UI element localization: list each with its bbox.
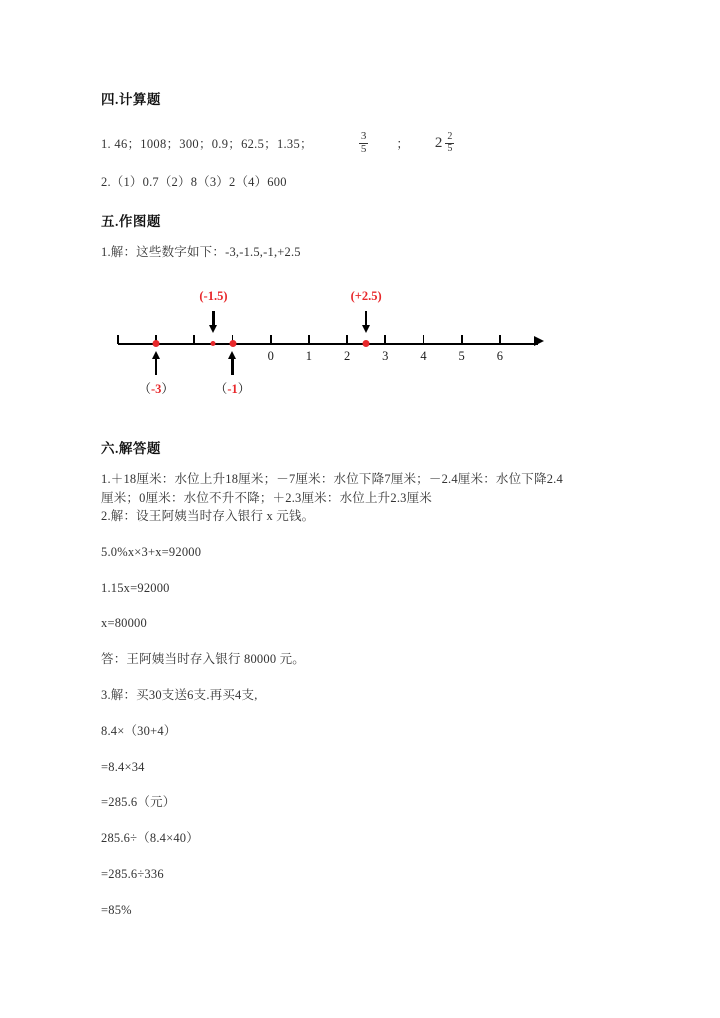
section6-answer-line: 答：王阿姨当时存入银行 80000 元。: [101, 652, 306, 666]
section-heading-6: 六.解答题: [101, 441, 161, 456]
point-value: -1: [227, 382, 238, 396]
fraction-denominator: 5: [360, 142, 367, 155]
answer1-separator: ；: [396, 137, 409, 152]
number-line-point: [153, 340, 160, 347]
number-line-point: [211, 341, 216, 346]
axis-tick: [384, 335, 386, 344]
axis-tick: [423, 335, 425, 344]
fraction-three-fifths: [359, 131, 369, 155]
number-line-point: [363, 340, 370, 347]
section6-answer-line: 5.0%x×3+x=92000: [101, 545, 202, 559]
axis-arrow-icon: [534, 336, 544, 346]
section6-answer-line: =85%: [101, 903, 132, 917]
point-bottom-label: [215, 379, 250, 397]
mixed-whole-part: 2: [434, 134, 443, 151]
fraction-numerator: 3: [360, 130, 367, 142]
mixed-numerator: 2: [447, 131, 453, 143]
mixed-number-two-and-two-fifths: [435, 132, 457, 154]
axis-tick-label: 6: [496, 349, 503, 363]
section5-answer-1: 1.解：这些数字如下：-3,-1.5,-1,+2.5: [101, 245, 301, 259]
section6-answer-line: 3.解：买30支送6支.再买4支,: [101, 688, 258, 702]
section6-answer-line: x=80000: [101, 616, 147, 630]
paren-open: （: [138, 382, 151, 396]
point-value: -3: [150, 382, 162, 396]
section6-answer-line: 1.15x=92000: [101, 581, 170, 595]
axis-tick: [270, 335, 272, 344]
section-heading-5: 五.作图题: [101, 214, 161, 229]
section6-answer-line: =285.6÷336: [101, 867, 164, 881]
axis-tick-label: 3: [382, 349, 389, 363]
point-callout-label: (-1.5): [199, 289, 228, 303]
section6-answer-1: 1.＋18厘米：水位上升18厘米；－7厘米：水位下降7厘米；－2.4厘米：水位下降2.4厘米；0厘米：水位不升不降；＋2.3厘米：水位上升2.3厘米: [101, 472, 563, 505]
axis-tick-label: 0: [267, 349, 274, 363]
axis-tick: [193, 335, 195, 344]
section6-answer-line: 8.4×（30+4）: [101, 724, 177, 738]
point-callout-label: (+2.5): [350, 289, 382, 303]
axis-tick: [499, 335, 501, 344]
number-line-axis: [118, 343, 538, 345]
axis-tick-label: 5: [458, 349, 465, 363]
number-line-point: [229, 340, 236, 347]
section4-answer-2: 2.（1）0.7（2）8（3）2（4）600: [101, 175, 287, 189]
section6-answer-line: 285.6÷（8.4×40）: [101, 831, 199, 845]
point-bottom-label: [138, 379, 173, 397]
mixed-denominator: 5: [447, 142, 453, 154]
mixed-fraction: [445, 132, 454, 154]
section6-answer-line: 2.解：设王阿姨当时存入银行 x 元钱。: [101, 509, 315, 523]
section6-answer-line: =285.6（元）: [101, 795, 176, 809]
axis-tick: [346, 335, 348, 344]
answer1-lead: 1. 46；1008；300；0.9；62.5；1.35；: [101, 137, 313, 152]
paren-open: （: [214, 382, 228, 396]
paren-close: ）: [161, 382, 174, 396]
axis-tick: [117, 335, 119, 344]
axis-tick: [461, 335, 463, 344]
axis-tick: [308, 335, 310, 344]
axis-tick-label: 4: [420, 349, 427, 363]
axis-tick-label: 1: [305, 349, 313, 363]
paren-close: ）: [237, 382, 251, 396]
section-heading-4: 四.计算题: [101, 92, 161, 107]
axis-tick-label: 2: [343, 349, 351, 363]
number-line-figure: [100, 285, 560, 403]
section6-answer-line: =8.4×34: [101, 760, 145, 774]
section4-answer-1: [101, 131, 456, 155]
